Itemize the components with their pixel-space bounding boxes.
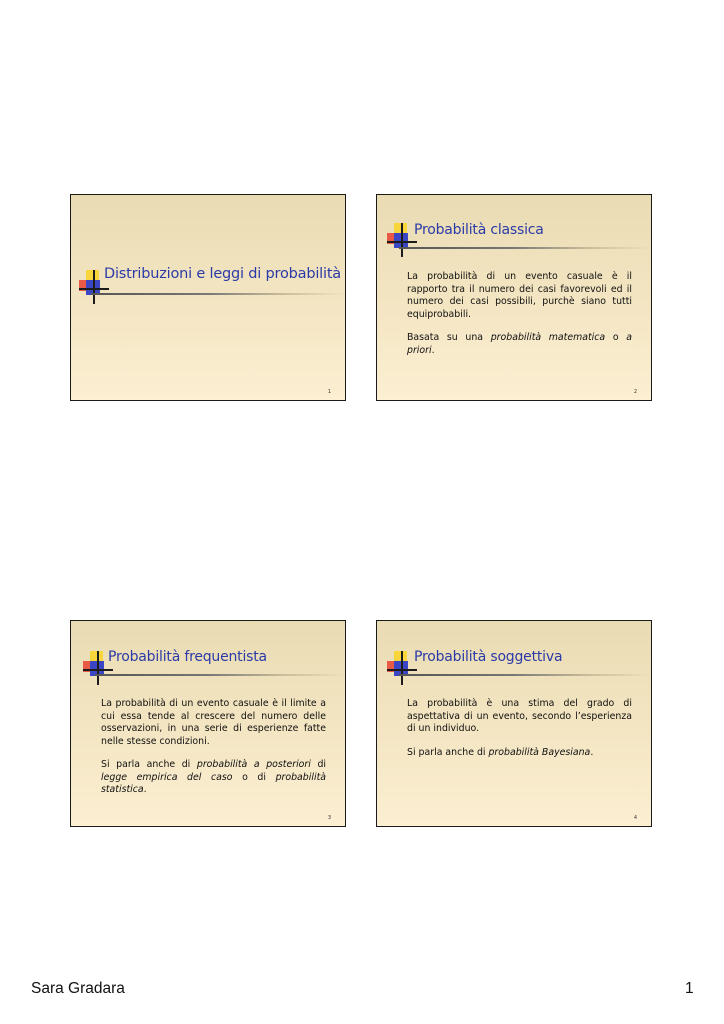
slide-body <box>101 698 326 808</box>
title-rule <box>399 674 651 676</box>
body-paragraph: Basata su una probabilità matematica o a priori. <box>407 332 633 356</box>
title-rule <box>399 247 651 249</box>
body-paragraph: Si parla anche di probabilità a posteriori di legge empirica del caso o di probabilità statistica. <box>101 759 327 795</box>
title-rule <box>95 674 345 676</box>
slide-number: 2 <box>633 389 637 395</box>
body-paragraph: La probabilità di un evento casuale è il limite a cui essa tende al crescere del numero delle osservazioni, in una serie di esperienze fatte nelle stesse condizioni. <box>101 698 326 747</box>
slide-number: 3 <box>327 815 331 821</box>
slide-decoration-icon <box>387 651 417 687</box>
slide-decoration-icon <box>387 223 417 259</box>
slide-body <box>407 698 632 770</box>
slide-body <box>407 271 632 368</box>
footer-author: Sara Gradara <box>31 980 125 997</box>
slide-number: 1 <box>327 389 331 395</box>
slide-number: 4 <box>633 815 637 821</box>
slide-title: Probabilità classica <box>414 222 544 238</box>
footer-page-number: 1 <box>685 980 694 997</box>
slide-title: Probabilità frequentista <box>108 649 267 665</box>
slide-2 <box>376 194 652 401</box>
slide-4 <box>376 620 652 827</box>
body-paragraph: La probabilità di un evento casuale è il rapporto tra il numero dei casi favorevoli ed il numero dei casi possibili, purchè siano tutti equiprobabili. <box>407 271 632 320</box>
slide-1 <box>70 194 346 401</box>
body-paragraph: La probabilità è una stima del grado di aspettativa di un evento, secondo l’esperienza di un individuo. <box>407 698 632 734</box>
body-paragraph: Si parla anche di probabilità Bayesiana. <box>407 746 594 758</box>
title-rule <box>91 293 346 295</box>
slide-title: Probabilità soggettiva <box>414 649 563 665</box>
slide-3 <box>70 620 346 827</box>
slide-title: Distribuzioni e leggi di probabilità <box>104 266 341 282</box>
